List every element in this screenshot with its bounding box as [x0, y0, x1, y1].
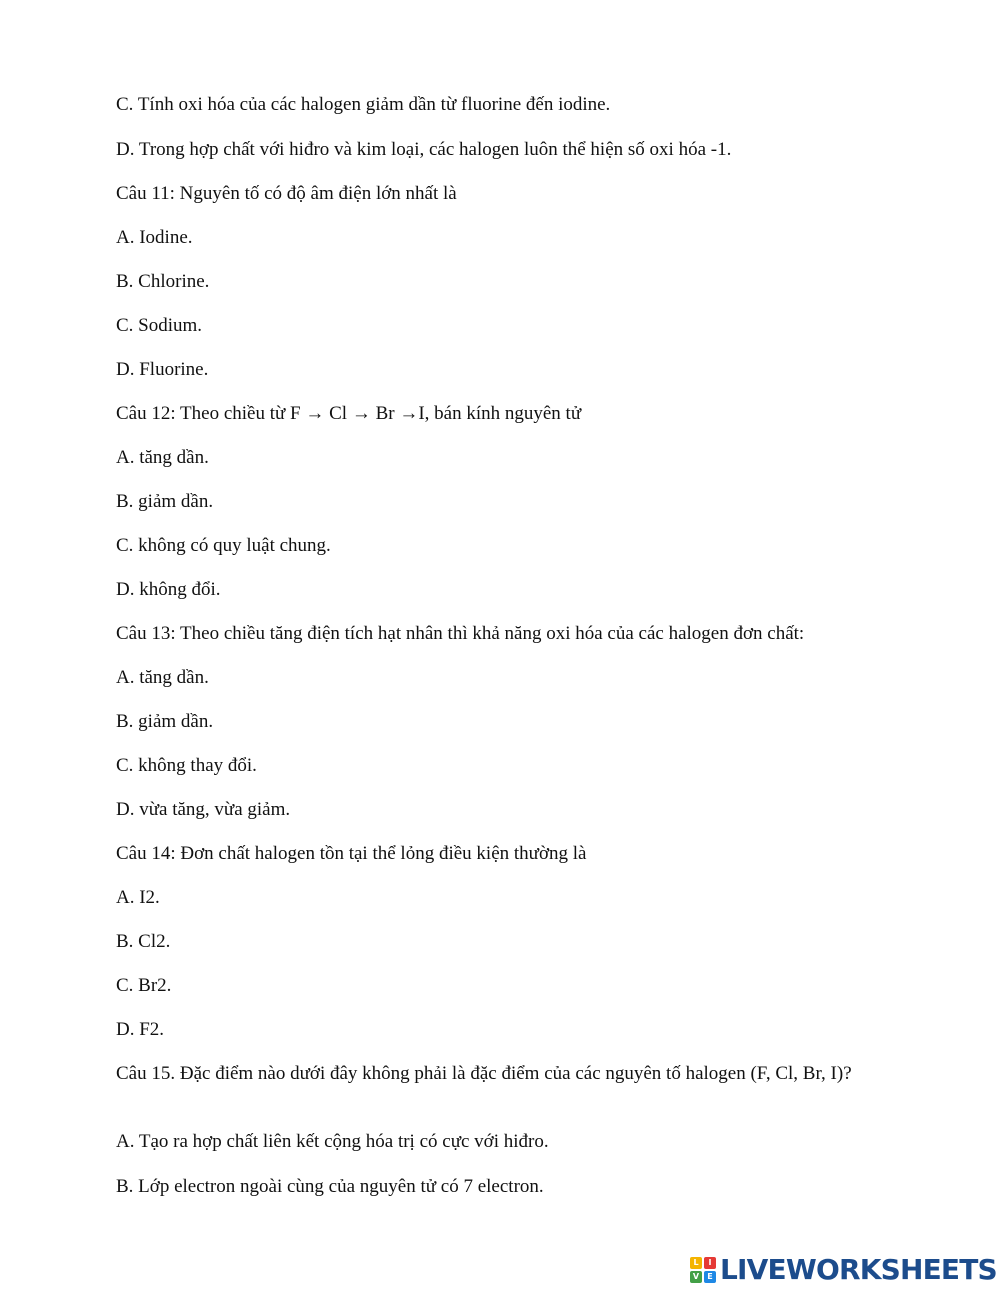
logo-tile-v: V [690, 1271, 702, 1283]
question-14: Câu 14: Đơn chất halogen tồn tại thể lỏng điều kiện thường là [116, 843, 587, 864]
option-d-q14: D. F2. [116, 1019, 165, 1040]
option-b-q14: B. Cl2. [116, 931, 171, 952]
option-a-q12: A. tăng dần. [116, 447, 209, 468]
option-c-q14: C. Br2. [116, 975, 172, 996]
option-b-q15: B. Lớp electron ngoài cùng của nguyên tử có 7 electron. [116, 1176, 544, 1197]
option-c-q12: C. không có quy luật chung. [116, 535, 331, 556]
logo-tile-i: I [704, 1257, 716, 1269]
question-15: Câu 15. Đặc điểm nào dưới đây không phải là đặc điểm của các nguyên tố halogen (F, Cl, Br, I)? [116, 1063, 852, 1084]
logo-tile-e: E [704, 1271, 716, 1283]
option-b-q13: B. giảm dần. [116, 711, 214, 732]
question-12: Câu 12: Theo chiều từ F → Cl → Br →I, bán kính nguyên tử [116, 403, 582, 424]
option-d-q11: D. Fluorine. [116, 359, 209, 380]
option-c-q11: C. Sodium. [116, 315, 203, 336]
option-d-q13: D. vừa tăng, vừa giảm. [116, 799, 291, 820]
liveworksheets-logo-icon [690, 1257, 716, 1283]
option-a-q13: A. tăng dần. [116, 667, 209, 688]
option-a-q11: A. Iodine. [116, 227, 193, 248]
option-c-q10: C. Tính oxi hóa của các halogen giảm dần từ fluorine đến iodine. [116, 94, 611, 115]
option-d-q10: D. Trong hợp chất với hiđro và kim loại, các halogen luôn thể hiện số oxi hóa -1. [116, 139, 732, 160]
option-d-q12: D. không đổi. [116, 579, 221, 600]
option-a-q14: A. I2. [116, 887, 160, 908]
option-c-q13: C. không thay đổi. [116, 755, 257, 776]
brand-name: LIVEWORKSHEETS [720, 1253, 997, 1286]
liveworksheets-logo [690, 1253, 997, 1287]
logo-tile-l: L [690, 1257, 702, 1269]
option-b-q12: B. giảm dần. [116, 491, 214, 512]
question-11: Câu 11: Nguyên tố có độ âm điện lớn nhất là [116, 183, 457, 204]
option-b-q11: B. Chlorine. [116, 271, 210, 292]
option-a-q15: A. Tạo ra hợp chất liên kết cộng hóa trị có cực với hiđro. [116, 1131, 549, 1152]
question-13: Câu 13: Theo chiều tăng điện tích hạt nhân thì khả năng oxi hóa của các halogen đơn chất: [116, 623, 805, 644]
